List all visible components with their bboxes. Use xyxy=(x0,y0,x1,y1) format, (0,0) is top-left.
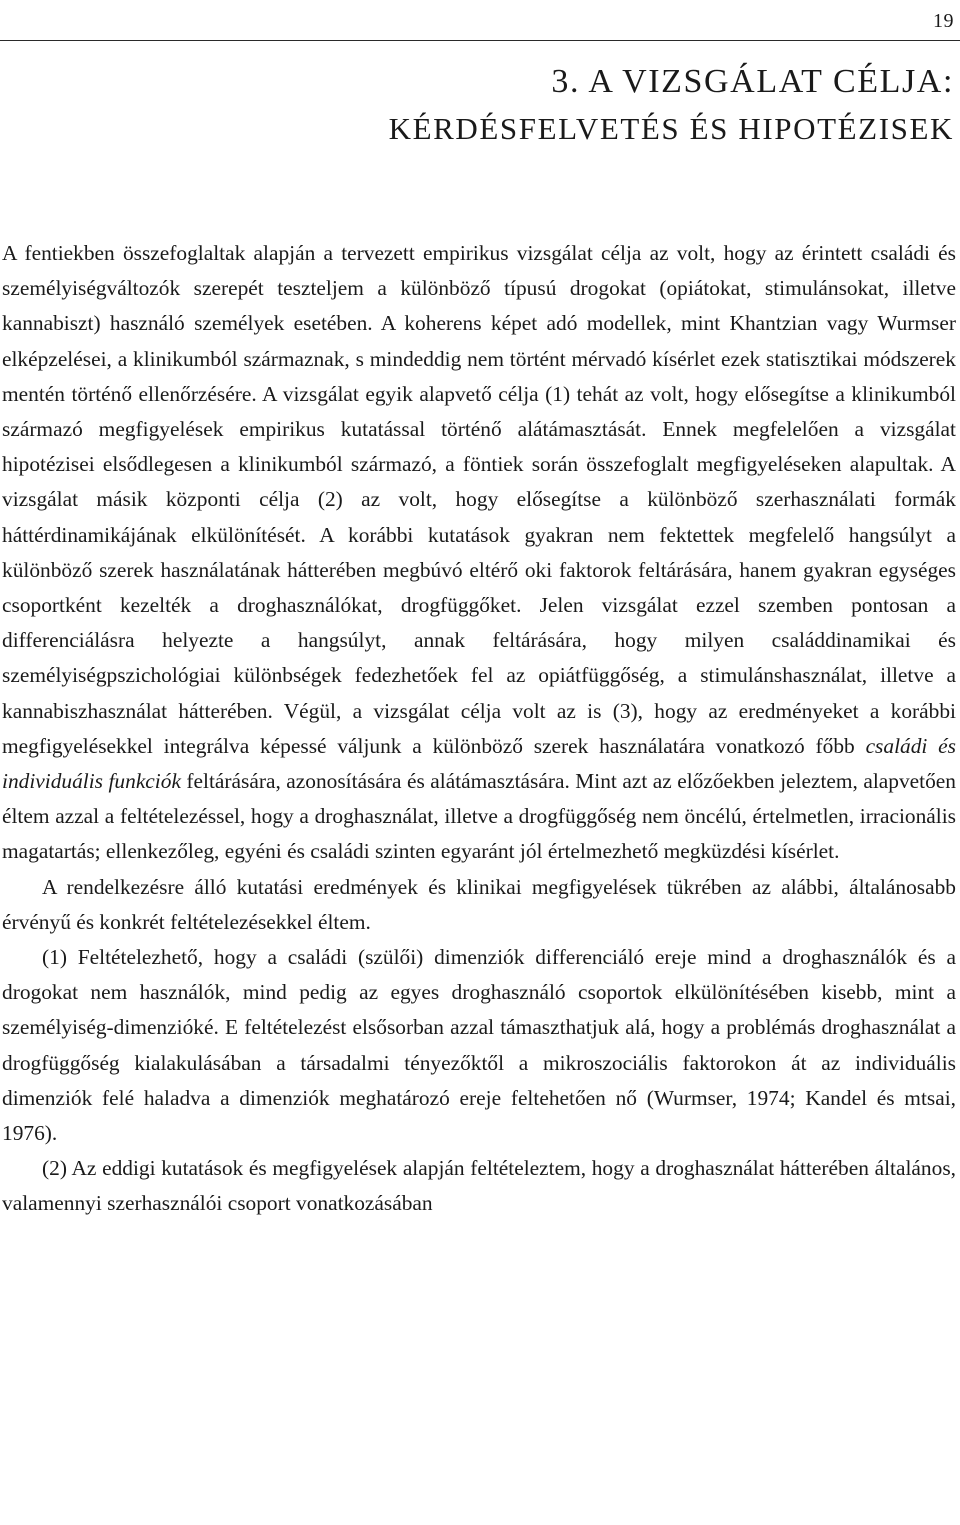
paragraph-1-text-b: feltárására, azonosítására és alátámasztására. Mint azt az előzőekben jeleztem, alapvetően éltem azzal a feltételezéssel, hogy a droghasználat, illetve a drogfüggőség nem öncélú, értelmetlen, irracionális magatartás; ellenkezőleg, egyéni és családi szinten egyaránt jól értelmezhető megküzdési kísérlet. xyxy=(2,769,956,864)
paragraph-1 xyxy=(2,236,956,870)
paragraph-4: (2) Az eddigi kutatások és megfigyelések alapján feltételeztem, hogy a droghasználat hátterében általános, valamennyi szerhasználói csoport vonatkozásában xyxy=(2,1156,956,1216)
paragraph-1-italic-term: családi és individuális funkciók xyxy=(2,733,956,794)
header-rule xyxy=(0,40,960,41)
chapter-title xyxy=(54,58,954,152)
paragraph-1-text-a: A fentiekben összefoglaltak alapján a tervezett empirikus vizsgálat célja az volt, hogy az érintett családi és személyiségváltozók szerepét teszteljem a különböző típusú drogokat (opiátokat, stimulánsokat, illetve kannabiszt) használó személyek esetében. A koherens képet adó modellek, mint Khantzian vagy Wurmser elképzelései, a klinikumból származnak, s mindeddig nem történt mérvadó kísérlet ezek statisztikai módszerek mentén történő ellenőrzésére. A vizsgálat egyik alapvető célja (1) tehát az volt, hogy elősegítse a klinikumból származó megfigyelések empirikus kutatással történő alátámasztását. Ennek megfelelően a vizsgálat hipotézisei elsődlegesen a klinikumból származó, a föntiek során összefoglalt megfigyeléseken alapultak. A vizsgálat másik központi célja (2) az volt, hogy elősegítse a különböző szerhasználati formák háttérdinamikájának elkülönítését. A korábbi kutatások gyakran nem fektettek megfelelő hangsúlyt a különböző szerek használatának hátterében megbúvó eltérő oki faktorok feltárására, hanem gyakran egységes csoportként kezelték a droghasználókat, drogfüggőket. Jelen vizsgálat ezzel szemben pontosan a differenciálásra helyezte a hangsúlyt, annak feltárására, hogy milyen családdinamikai és személyiségpszichológiai különbségek fedezhetőek fel az opiátfüggőség, a stimulánshasználat, illetve a kannabiszhasználat hátterében. Végül, a vizsgálat célja volt az is (3), hogy az eredményeket a korábbi megfigyelésekkel integrálva képessé váljunk a különböző szerek használatára vonatkozó főbb xyxy=(2,241,956,758)
chapter-title-line-1: 3. A VIZSGÁLAT CÉLJA: xyxy=(551,63,954,100)
page-number: 19 xyxy=(933,10,954,32)
body-text xyxy=(2,236,956,1222)
paragraph-3: (1) Feltételezhető, hogy a családi (szülői) dimenziók differenciáló ereje mind a droghasználók és a drogokat nem használók, mind pedig az egyes droghasználó csoportok elkülönítésében kisebb, mint a személyiség-dimenzióké. E feltételezést elsősorban azzal támaszthatjuk alá, hogy a problémás droghasználat a drogfüggőség kialakulásában a társadalmi tényezőktől a mikroszociális faktorokon át az individuális dimenziók felé haladva a dimenziók meghatározó ereje feltehetően nő (Wurmser, 1974; Kandel és mtsai, 1976). xyxy=(2,945,956,1146)
paragraph-2: A rendelkezésre álló kutatási eredmények és klinikai megfigyelések tükrében az alábbi, általánosabb érvényű és konkrét feltételezésekkel éltem. xyxy=(2,874,956,934)
chapter-title-line-2: KÉRDÉSFELVETÉS ÉS HIPOTÉZISEK xyxy=(388,111,954,146)
